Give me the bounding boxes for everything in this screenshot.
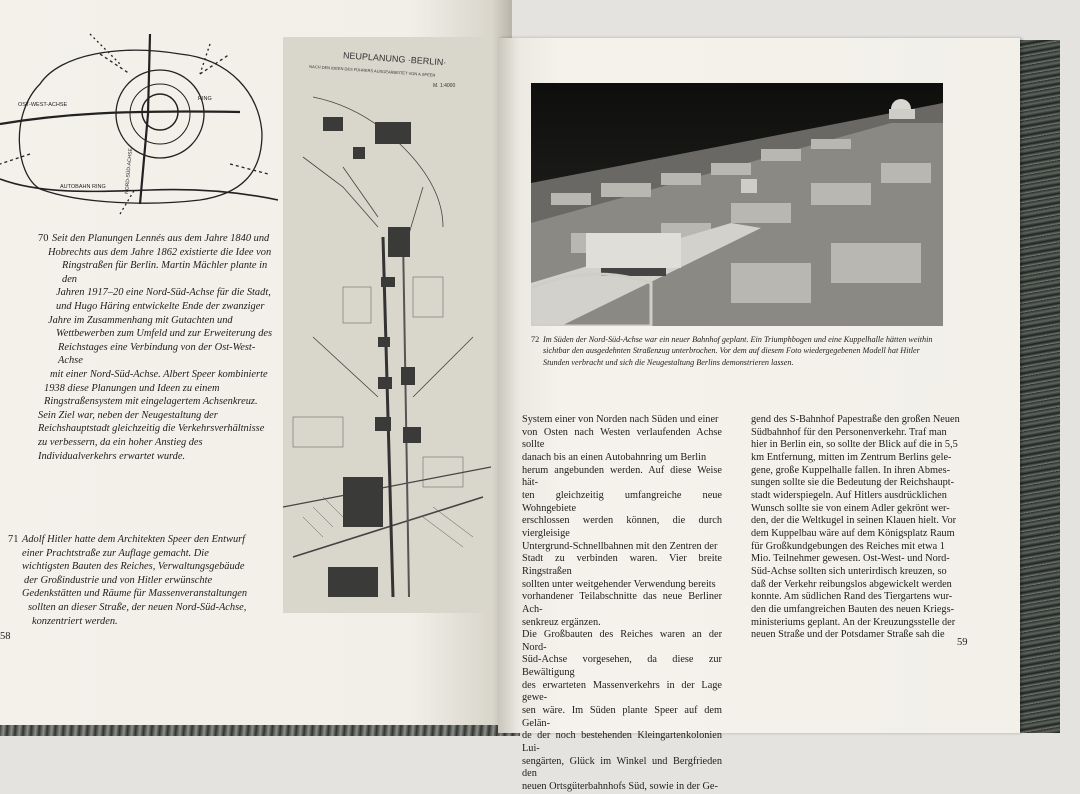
caption-70-line-10: 1938 diese Planungen und Ideen zu einem — [44, 382, 220, 394]
map-label-ost-west: OST-WEST-ACHSE — [18, 102, 68, 108]
caption-71-line-2: einer Prachtstraße zur Auflage gemacht. Die — [22, 547, 209, 559]
caption-70-number: 70 — [38, 233, 49, 244]
city-model-photo — [531, 83, 943, 326]
page-number-right: 59 — [957, 637, 968, 648]
book-cover-bottom-edge — [0, 724, 520, 736]
berlin-ring-map — [0, 14, 280, 229]
caption-71-line-4: der Großindustrie und von Hitler erwünschte — [24, 574, 213, 586]
caption-72-line-2: sichtbar den ausgedehnten Straßenzug unterbrochen. Vor dem auf diesem Foto wiedergegebenen Modell hat Hitler — [543, 346, 920, 356]
caption-70-line-3: Ringstraßen für Berlin. Martin Mächler plante in den — [62, 260, 268, 285]
caption-71-line-5: Gedenkstätten und Räume für Massenveranstaltungen — [22, 588, 248, 600]
plan-drawing — [283, 37, 491, 613]
caption-70-line-6: Jahre im Zusammenhang mit Gutachten und — [48, 314, 233, 326]
caption-70-line-12: Sein Ziel war, neben der Neugestaltung der — [38, 409, 218, 421]
map-label-ring: RING — [198, 96, 212, 102]
caption-70 — [38, 232, 274, 463]
caption-70-line-5: und Hugo Häring entwickelte Ende der zwanziger — [56, 300, 265, 312]
caption-70-line-14: zu verbessern, da ein hoher Anstieg des — [38, 436, 203, 448]
caption-72-number: 72 — [531, 335, 540, 344]
map-label-autobahn: AUTOBAHN RING — [60, 184, 106, 190]
plan-title: NEUPLANUNG ·BERLIN· — [342, 50, 447, 68]
caption-70-line-4: Jahren 1917–20 eine Nord-Süd-Achse für die Stadt, — [56, 287, 271, 299]
map-label-nord-sued: NORD-SÜD-ACHSE — [124, 147, 134, 195]
city-model-drawing — [531, 83, 943, 326]
caption-70-line-7: Wettbewerben zum Umfeld und zur Erweiterung des — [56, 328, 273, 340]
body-column-2: gend des S-Bahnhof Papestraße den großen Neuen Südbahnhof für den Personenverkehr. Traf man hier in Berlin ein, so sollte der Blick auf die in 5,5 km Entfernung, mitten im Zentrum Berlins gele- gene, große Kuppelhalle fallen. In ihren Abmes- sungen sollte sie die Bedeutung der Reichshaupt- stadt widerspiegeln. Auf Hitlers ausdrücklichen Wunsch sollte sie von einem Adler gekrönt wer- den, der die Weltkugel in seinen Klauen hielt. Vor dem Kuppelbau wäre auf dem Königsplatz Raum für Großkundgebungen des Reiches mit etwa 1 Mio. Teilnehmer gewesen. Ost-West- und Nord- Süd-Achse sollten sich unterirdisch kreuzen, so daß der Verkehr reibungslos abgewickelt werden konnte. Am südlichen Rand des Tiergartens wur- den die umfangreichen Bauten des neuen Kriegs- ministeriums geplant. An der Kreuzungsstelle der neuen Straße und der Potsdamer Straße sah die — [751, 414, 960, 641]
page-number-left: 58 — [0, 631, 11, 642]
caption-70-line-9: mit einer Nord-Süd-Achse. Albert Speer kombinierte — [50, 368, 268, 380]
caption-70-line-13: Reichshauptstadt gleichzeitig die Verkehrsverhältnisse — [38, 423, 265, 435]
caption-70-line-1: Seit den Planungen Lennés aus dem Jahre 1840 und — [52, 233, 270, 244]
caption-72-line-1: Im Süden der Nord-Süd-Achse war ein neuer Bahnhof geplant. Ein Triumphbogen und eine Kuppelhalle hätten weithin — [543, 335, 933, 344]
caption-71 — [8, 533, 278, 628]
caption-70-line-2: Hobrechts aus dem Jahre 1862 existierte die Idee von — [48, 246, 272, 258]
caption-71-line-1: Adolf Hitler hatte dem Architekten Speer den Entwurf — [22, 534, 246, 545]
plan-subtitle: NACH DEN IDEEN DES FÜHRERS AUSGEARBEITET VON A.SPEER — [309, 63, 436, 78]
caption-70-line-8: Reichstages eine Verbindung von der Ost-West-Achse — [58, 341, 256, 367]
neuplanung-berlin-plan — [283, 37, 491, 613]
caption-70-line-11: Ringstraßensystem mit eingelagertem Achsenkreuz. — [44, 396, 258, 408]
caption-72-line-3: Stunden verbracht und sich die Neugestaltung Berlins demonstrieren lassen. — [543, 357, 794, 367]
caption-70-line-15: Individualverkehrs erwartet wurde. — [38, 450, 186, 462]
caption-71-number: 71 — [8, 534, 19, 545]
caption-71-line-6: sollten an dieser Straße, der neuen Nord-Süd-Achse, — [28, 601, 247, 613]
book-cover-side-edge — [1014, 40, 1060, 733]
plan-scale: M. 1:4000 — [433, 83, 456, 89]
caption-72 — [531, 334, 961, 368]
caption-71-line-3: wichtigsten Bauten des Reiches, Verwaltungsgebäude — [22, 561, 245, 573]
body-column-1: System einer von Norden nach Süden und einer von Osten nach Westen verlaufenden Achse sollte danach bis an einen Autobahnring um Berlin herum angebunden werden. Auf diese Weise hät- ten gleichzeitig umfangreiche neue Wohngebiete erschlossen werden können, die durch viergleisige Untergrund-Schnellbahnen mit den Zentren der Stadt zu verbinden waren. Vier breite Ringstraßen sollten unter weitgehender Verwendung bereits vorhandener Teilabschnitte das neue Berliner Ach- senkreuz ergänzen. Die Großbauten des Reiches waren an der Nord- Süd-Achse vorgesehen, da diese zur Bewältigung des erwarteten Massenverkehrs in der Lage gewe- sen wäre. Im Süden plante Speer auf dem Gelän- de der noch bestehenden Kleingartenkolonien Lui- sengärten, Glück im Winkel und Bergfrieden den neuen Ortsgüterbahnhofs Süd, sowie in der Ge- — [522, 414, 722, 793]
left-page — [0, 0, 512, 725]
caption-71-line-7: konzentriert werden. — [32, 615, 118, 627]
